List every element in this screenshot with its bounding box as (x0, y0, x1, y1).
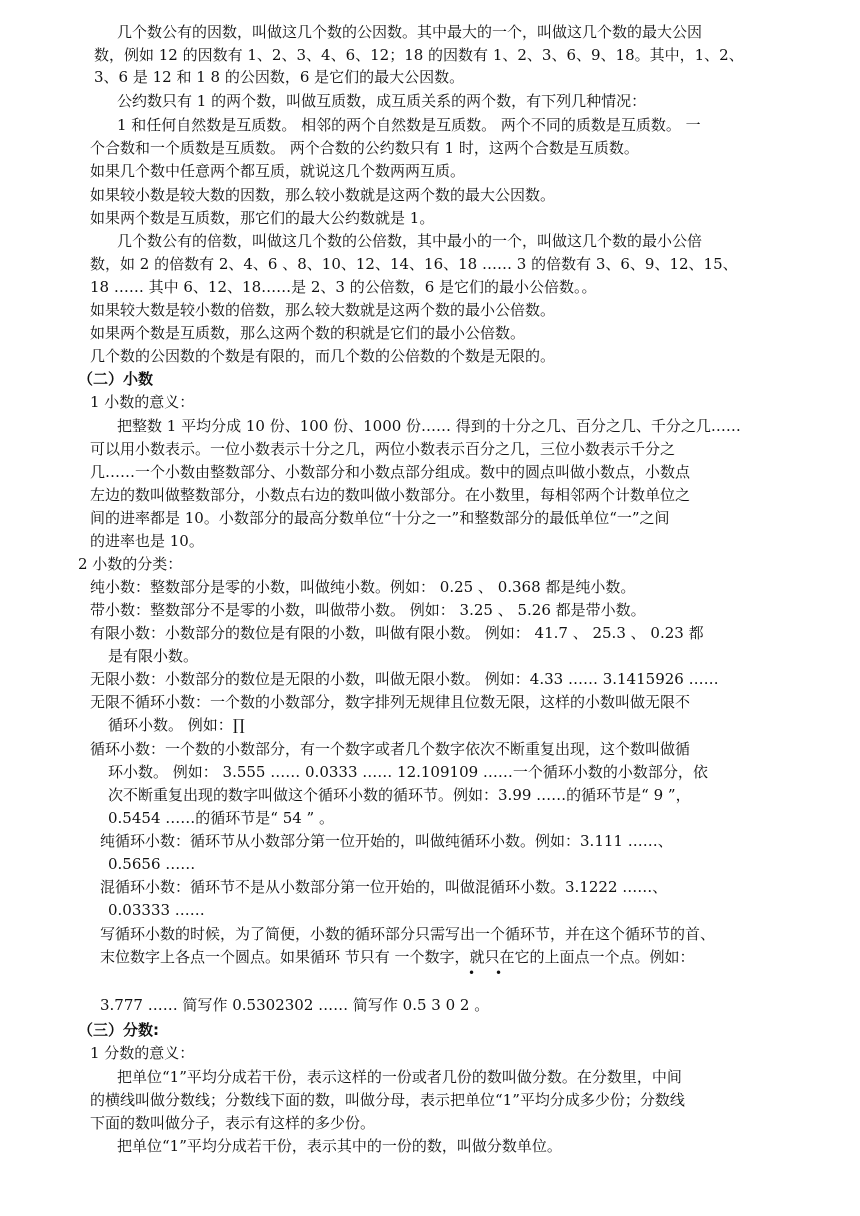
section-heading-decimals: （二）小数 (78, 370, 154, 388)
text-line: 是有限小数。 (108, 647, 199, 665)
text-line: 3、6 是 12 和 1 8 的公因数，6 是它们的最大公因数。 (94, 68, 465, 86)
text-line: 0.5656 …… (108, 855, 196, 873)
text-line: 几个数公有的因数，叫做这几个数的公因数。其中最大的一个，叫做这几个数的最大公因 (117, 23, 703, 41)
text-line: 把整数 1 平均分成 10 份、100 份、1000 份…… 得到的十分之几、百分之几、千分之几…… (117, 417, 741, 435)
repeating-dot-mark: • (495, 966, 503, 980)
text-line: 1 和任何自然数是互质数。 相邻的两个自然数是互质数。 两个不同的质数是互质数。 一 (117, 116, 701, 134)
text-line: 0.5454 ……的循环节是“ 54 ” 。 (108, 809, 334, 827)
text-line: 数，如 2 的倍数有 2、4、6 、8、10、12、14、16、18 …… 3 的倍数有 3、6、9、12、15、 (90, 255, 738, 273)
text-line: 如果较大数是较小数的倍数，那么较大数就是这两个数的最小公倍数。 (90, 301, 556, 319)
text-line: 如果两个数是互质数，那它们的最大公约数就是 1。 (90, 209, 435, 227)
text-line: 0.03333 …… (108, 901, 205, 919)
text-line: 把单位“1”平均分成若干份，表示其中的一份的数，叫做分数单位。 (117, 1137, 562, 1155)
text-line: 间的进率都是 10。小数部分的最高分数单位“十分之一”和整数部分的最低单位“一”之间 (90, 509, 670, 527)
text-line: 无限不循环小数：一个数的小数部分，数字排列无规律且位数无限，这样的小数叫做无限不 (90, 693, 691, 711)
text-line: 次不断重复出现的数字叫做这个循环小数的循环节。例如：3.99 ……的循环节是“ 9 ”， (108, 786, 691, 804)
text-line: 几个数公有的倍数，叫做这几个数的公倍数，其中最小的一个，叫做这几个数的最小公倍 (117, 232, 703, 250)
text-line: 的横线叫做分数线；分数线下面的数，叫做分母，表示把单位“1”平均分成多少份；分数线 (90, 1091, 685, 1109)
text-line: 循环小数：一个数的小数部分，有一个数字或者几个数字依次不断重复出现，这个数叫做循 (90, 740, 691, 758)
subsection-heading: 1 分数的意义： (90, 1044, 195, 1062)
text-line: 下面的数叫做分子，表示有这样的多少份。 (90, 1114, 376, 1132)
repeating-dot-mark: • (468, 966, 476, 980)
text-line: 如果较小数是较大数的因数，那么较小数就是这两个数的最大公因数。 (90, 186, 556, 204)
text-line: 混循环小数：循环节不是从小数部分第一位开始的，叫做混循环小数。3.1222 ……、 (100, 878, 668, 896)
text-line: 纯小数：整数部分是零的小数，叫做纯小数。例如： 0.25 、 0.368 都是纯小数。 (90, 578, 636, 596)
text-line: 几……一个小数由整数部分、小数部分和小数点部分组成。数中的圆点叫做小数点，小数点 (90, 463, 691, 481)
text-line: 数，例如 12 的因数有 1、2、3、4、6、12；18 的因数有 1、2、3、6、9、18。其中，1、2、 (94, 46, 744, 64)
text-line: 纯循环小数：循环节从小数部分第一位开始的，叫做纯循环小数。例如：3.111 ……、 (100, 832, 673, 850)
text-line: 的进率也是 10。 (90, 532, 204, 550)
text-line: 循环小数。 例如：∏ (108, 716, 245, 734)
text-line: 18 …… 其中 6、12、18……是 2、3 的公倍数，6 是它们的最小公倍数。。 (90, 278, 597, 296)
subsection-heading: 1 小数的意义： (90, 393, 195, 411)
text-line: 把单位“1”平均分成若干份，表示这样的一份或者几份的数叫做分数。在分数里，中间 (117, 1068, 682, 1086)
text-line: 个合数和一个质数是互质数。 两个合数的公约数只有 1 时，这两个合数是互质数。 (90, 139, 639, 157)
text-line: 公约数只有 1 的两个数，叫做互质数，成互质关系的两个数，有下列几种情况： (117, 92, 647, 110)
text-line: 3.777 …… 简写作 0.5302302 …… 简写作 0.5 3 0 2 。 (100, 996, 490, 1014)
text-line: 有限小数：小数部分的数位是有限的小数，叫做有限小数。 例如： 41.7 、 25.3 、 0.23 都 (90, 624, 704, 642)
text-line: 写循环小数的时候，为了简便，小数的循环部分只需写出一个循环节，并在这个循环节的首、 (100, 925, 716, 943)
subsection-heading: 2 小数的分类： (78, 555, 183, 573)
text-line: 末位数字上各点一个圆点。如果循环 节只有 一个数字，就只在它的上面点一个点。例如： (100, 948, 695, 966)
text-line: 无限小数：小数部分的数位是无限的小数，叫做无限小数。 例如：4.33 …… 3.1415926 …… (90, 670, 719, 688)
text-line: 左边的数叫做整数部分，小数点右边的数叫做小数部分。在小数里，每相邻两个计数单位之 (90, 486, 691, 504)
text-line: 如果几个数中任意两个都互质，就说这几个数两两互质。 (90, 162, 466, 180)
text-line: 可以用小数表示。一位小数表示十分之几，两位小数表示百分之几，三位小数表示千分之 (90, 440, 676, 458)
text-line: 几个数的公因数的个数是有限的，而几个数的公倍数的个数是无限的。 (90, 347, 556, 365)
text-line: 环小数。 例如： 3.555 …… 0.0333 …… 12.109109 ……一个循环小数的小数部分，依 (108, 763, 708, 781)
text-line: 带小数：整数部分不是零的小数，叫做带小数。 例如： 3.25 、 5.26 都是带小数。 (90, 601, 646, 619)
text-line: 如果两个数是互质数，那么这两个数的积就是它们的最小公倍数。 (90, 324, 526, 342)
section-heading-fractions: （三）分数: (78, 1021, 159, 1039)
